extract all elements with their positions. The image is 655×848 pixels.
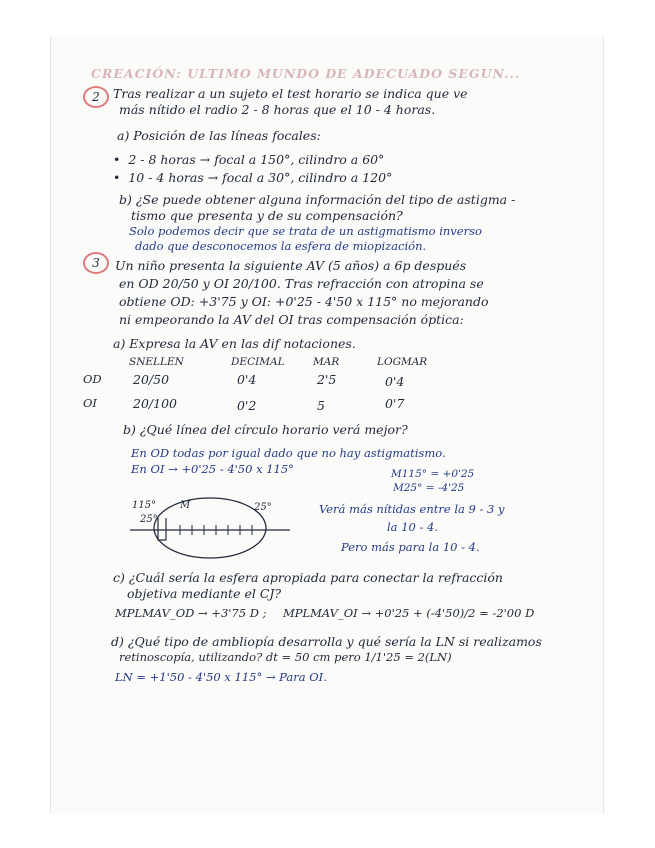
q3-part-a-label: a) Expresa la AV en las dif notaciones. xyxy=(113,336,356,351)
header-logmar: LOGMAR xyxy=(377,356,428,368)
q3-part-d-answer: LN = +1'50 - 4'50 x 115° → Para OI. xyxy=(115,670,327,684)
q2-part-a-item1: • 2 - 8 horas → focal a 150°, cilindro a 60° xyxy=(113,152,385,167)
faded-page-title: CREACIÓN: ULTIMO MUNDO DE ADECUADO SEGUN... xyxy=(91,66,521,81)
diagram-label-m: M xyxy=(180,500,191,511)
q2-answer-line1: Solo podemos decir que se trata de un astigmatismo inverso xyxy=(129,224,482,238)
q3-part-b-answer1: En OD todas por igual dado que no hay astigmatismo. xyxy=(131,446,446,460)
row-od-eye: OD xyxy=(83,372,102,386)
row-oi-eye: OI xyxy=(83,396,97,410)
question-2-number: 2 xyxy=(83,86,109,108)
diagram-label-25-right: 25° xyxy=(254,502,272,513)
diagram-label-25-left: 25° xyxy=(140,514,158,525)
q2-part-a-item2: • 10 - 4 horas → focal a 30°, cilindro a 120° xyxy=(113,170,393,185)
q3-part-c-line2: objetiva mediante el CJ? xyxy=(127,586,282,601)
q3-part-b-answer2: En OI → +0'25 - 4'50 x 115° xyxy=(131,462,294,476)
q2-part-a-item2-text: 10 - 4 horas → focal a 30°, cilindro a 120° xyxy=(128,170,393,185)
row-oi-decimal: 0'2 xyxy=(237,398,257,413)
eye-meridian-diagram xyxy=(130,494,310,564)
header-mar: MAR xyxy=(313,356,340,368)
q3-statement-line4: ni empeorando la AV del OI tras compensación óptica: xyxy=(119,312,464,327)
q2-part-a-item1-text: 2 - 8 horas → focal a 150°, cilindro a 60° xyxy=(128,152,385,167)
q2-statement-line1: Tras realizar a un sujeto el test horario se indica que ve xyxy=(113,86,468,101)
diagram-label-115: 115° xyxy=(132,500,157,511)
q3-part-c-formula-od: MPLMAV_OD → +3'75 D ; xyxy=(115,606,267,620)
q3-part-b-see1: Verá más nítidas entre la 9 - 3 y xyxy=(319,502,505,516)
lens-shape xyxy=(158,518,166,540)
q3-meridian-115: M115° = +0'25 xyxy=(391,468,475,480)
notebook-page xyxy=(50,36,604,814)
q3-statement-line3: obtiene OD: +3'75 y OI: +0'25 - 4'50 x 115° no mejorando xyxy=(119,294,489,309)
header-decimal: DECIMAL xyxy=(231,356,285,368)
q3-statement-line1: Un niño presenta la siguiente AV (5 años) a 6p después xyxy=(115,258,467,273)
row-od-decimal: 0'4 xyxy=(237,372,257,387)
header-snellen: SNELLEN xyxy=(129,356,184,368)
row-oi-mar: 5 xyxy=(317,398,325,413)
q3-statement-line2: en OD 20/50 y OI 20/100. Tras refracción con atropina se xyxy=(119,276,484,291)
q2-part-a-label: a) Posición de las líneas focales: xyxy=(117,128,321,143)
q3-part-d-line2: retinoscopía, utilizando? dt = 50 cm pero 1/1'25 = 2(LN) xyxy=(119,650,452,664)
q3-part-b-see3: Pero más para la 10 - 4. xyxy=(341,540,480,554)
q2-part-b-line2: tismo que presenta y de su compensación? xyxy=(131,208,403,223)
q2-part-b-line1: b) ¿Se puede obtener alguna información del tipo de astigma - xyxy=(119,192,516,207)
q2-answer-line2: dado que desconocemos la esfera de miopización. xyxy=(135,239,427,253)
eye-outline xyxy=(154,498,266,558)
q2-statement-line2: más nítido el radio 2 - 8 horas que el 10 - 4 horas. xyxy=(119,102,436,117)
q3-meridian-25: M25° = -4'25 xyxy=(393,482,465,494)
row-oi-logmar: 0'7 xyxy=(385,396,405,411)
row-od-mar: 2'5 xyxy=(317,372,337,387)
row-oi-snellen: 20/100 xyxy=(133,396,177,411)
q3-part-b-label: b) ¿Qué línea del círculo horario verá mejor? xyxy=(123,422,408,437)
row-od-logmar: 0'4 xyxy=(385,374,405,389)
q3-part-b-see2: la 10 - 4. xyxy=(387,520,438,534)
question-3-number: 3 xyxy=(83,252,109,274)
q3-part-c-line1: c) ¿Cuál sería la esfera apropiada para conectar la refracción xyxy=(113,570,503,585)
row-od-snellen: 20/50 xyxy=(133,372,170,387)
q3-part-c-formula-oi: MPLMAV_OI → +0'25 + (-4'50)/2 = -2'00 D xyxy=(283,606,535,620)
q3-part-d-line1: d) ¿Qué tipo de ambliopía desarrolla y qué sería la LN si realizamos xyxy=(111,634,542,649)
